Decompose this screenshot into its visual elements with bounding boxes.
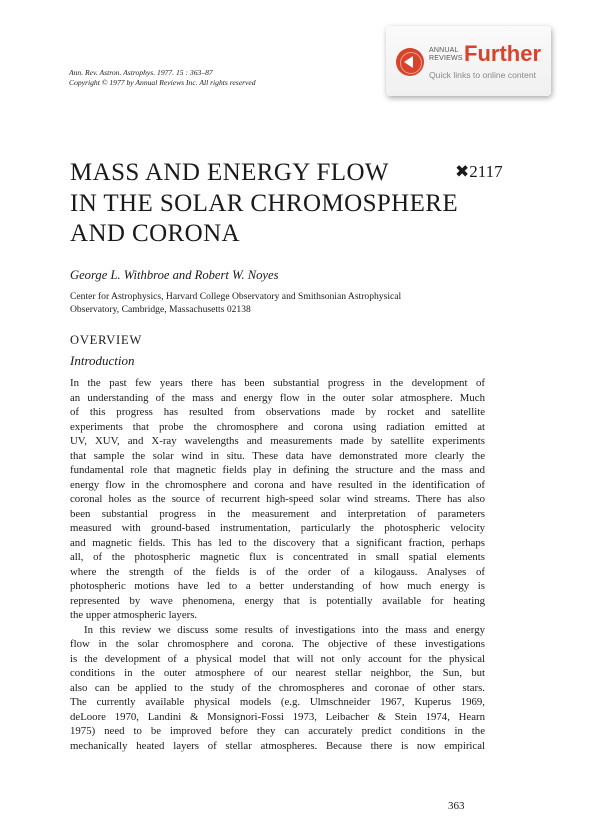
- body-line: The currently available physical models (e.g. Ulmschneider 1967, Kuperus 1969,: [70, 696, 485, 708]
- affiliation-line: Observatory, Cambridge, Massachusetts 02138: [70, 304, 251, 315]
- title-line: IN THE SOLAR CHROMOSPHERE: [70, 189, 459, 217]
- body-line: is the development of a physical model that will not only account for the physical: [70, 652, 485, 665]
- body-line: all, of the photospheric magnetic flux is concentrated in small spatial elements: [70, 551, 485, 563]
- body-line: experiments that probe the chromosphere and corona using radiation emitted at: [70, 420, 485, 433]
- body-line: represented by wave phenomena, energy that is potentially available for heating: [70, 594, 485, 607]
- body-line: the upper atmospheric layers.: [70, 609, 198, 621]
- body-line: deLoore 1970, Landini & Monsignori-Fossi 1973, Leibacher & Stein 1974, Hearn: [70, 710, 485, 723]
- body-line: 1975) need to be improved before they can accurately predict conditions in the: [70, 725, 485, 737]
- subsection-heading: Introduction: [70, 353, 135, 368]
- body-line: energy flow in the chromosphere and corona and have resulted in the identification of: [70, 478, 485, 491]
- body-text: [70, 376, 485, 753]
- body-line: photospheric motions have led to a better understanding of how much energy is: [70, 580, 485, 592]
- article-title: [70, 158, 458, 250]
- body-line: UV, XUV, and X-ray wavelengths and measurements made by satellite experiments: [70, 435, 485, 447]
- body-line: mechanically heated layers of stellar atmospheres. Because there is now empirical: [70, 739, 485, 752]
- journal-line-2: Copyright © 1977 by Annual Reviews Inc. All rights reserved: [69, 78, 256, 87]
- title-line: MASS AND ENERGY FLOW: [70, 159, 389, 186]
- body-line: where the strength of the fields is of the order of a kilogauss. Analyses of: [70, 565, 485, 578]
- further-badge[interactable]: [386, 26, 551, 96]
- body-line: fundamental role that magnetic fields play in defining the structure and the mass and: [70, 464, 485, 476]
- authors: George L. Withbroe and Robert W. Noyes: [70, 268, 279, 282]
- body-line: flow in the solar chromosphere and corona. The objective of these investigations: [70, 638, 485, 650]
- body-line: In the past few years there has been substantial progress in the development of: [70, 377, 485, 389]
- body-line: and magnetic fields. This has led to the discovery that a significant fraction, perhaps: [70, 536, 485, 549]
- further-word: Further: [464, 41, 541, 66]
- reviews-label: REVIEWS: [429, 54, 463, 62]
- title-line: AND CORONA: [70, 220, 240, 247]
- annual-reviews-logo-icon: [396, 48, 424, 76]
- further-subtitle: Quick links to online content: [429, 70, 537, 80]
- journal-citation: [69, 68, 256, 88]
- body-line: conditions in the outer atmosphere of our nearest stellar neighbor, the Sun, but: [70, 667, 485, 679]
- body-line: In this review we discuss some results of investigations into the mass and energy: [84, 623, 485, 636]
- body-line: measured with ground-based instrumentation, particularly the photospheric velocity: [70, 522, 485, 534]
- affiliation: [70, 290, 401, 316]
- body-line: that sample the solar wind in situ. These data have demonstrated more clearly the: [70, 449, 485, 462]
- section-heading: OVERVIEW: [70, 333, 143, 347]
- body-line: of this progress has resulted from observations made by rocket and satellite: [70, 406, 485, 418]
- body-line: coronal holes as the source of recurrent high-speed solar wind streams. There has also: [70, 493, 485, 505]
- affiliation-line: Center for Astrophysics, Harvard College Observatory and Smithsonian Astrophysical: [70, 291, 402, 302]
- body-line: an understanding of the mass and energy flow in the outer solar atmosphere. Much: [70, 391, 485, 404]
- annual-reviews-wordmark: [429, 47, 463, 62]
- article-code: ✖2117: [455, 162, 503, 181]
- body-line: also can be applied to the study of the chromospheres and coronae of other stars.: [70, 681, 485, 694]
- journal-line-1: Ann. Rev. Astron. Astrophys. 1977. 15 : 363–87: [69, 68, 213, 77]
- body-line: been substantial progress in the measurement and interpretation of parameters: [70, 507, 485, 520]
- annual-label: ANNUAL: [429, 47, 459, 54]
- page-number: 363: [448, 800, 465, 812]
